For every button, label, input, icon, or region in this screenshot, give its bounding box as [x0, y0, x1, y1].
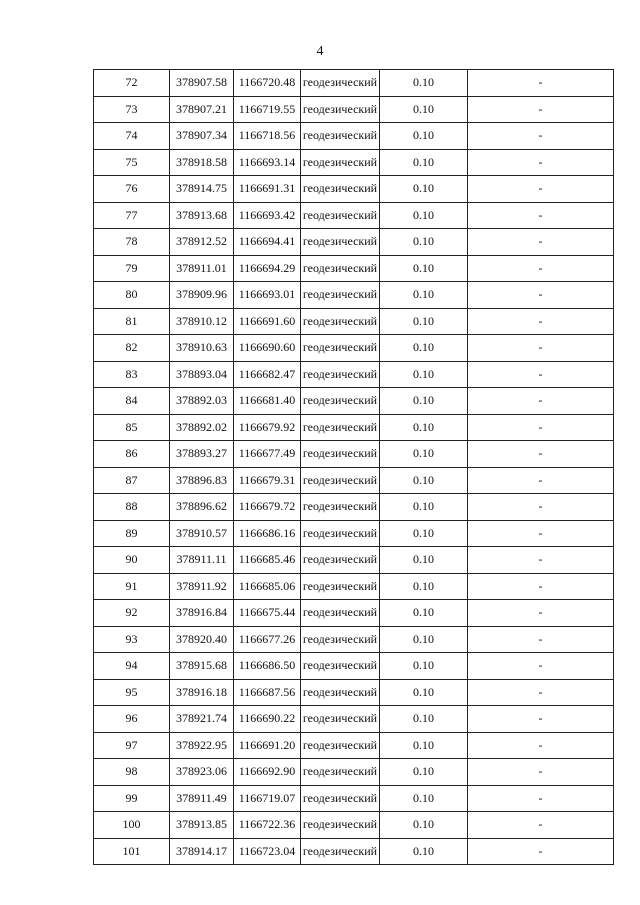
accuracy-cell: 0.10 — [380, 547, 468, 574]
table-row — [94, 653, 614, 680]
table-row — [94, 308, 614, 335]
table-row — [94, 600, 614, 627]
method-cell: геодезический — [301, 176, 380, 203]
accuracy-cell: 0.10 — [380, 812, 468, 839]
table-row — [94, 149, 614, 176]
method-cell: геодезический — [301, 653, 380, 680]
point-number-cell: 97 — [94, 732, 170, 759]
y-coordinate-cell: 1166693.14 — [234, 149, 301, 176]
accuracy-cell: 0.10 — [380, 335, 468, 362]
method-cell: геодезический — [301, 759, 380, 786]
x-coordinate-cell: 378892.02 — [170, 414, 234, 441]
accuracy-cell: 0.10 — [380, 229, 468, 256]
x-coordinate-cell: 378912.52 — [170, 229, 234, 256]
y-coordinate-cell: 1166690.22 — [234, 706, 301, 733]
method-cell: геодезический — [301, 732, 380, 759]
description-cell: - — [468, 255, 614, 282]
description-cell: - — [468, 176, 614, 203]
description-cell: - — [468, 70, 614, 97]
method-cell: геодезический — [301, 494, 380, 521]
table-row — [94, 785, 614, 812]
table-row — [94, 520, 614, 547]
method-cell: геодезический — [301, 255, 380, 282]
accuracy-cell: 0.10 — [380, 838, 468, 865]
description-cell: - — [468, 441, 614, 468]
method-cell: геодезический — [301, 123, 380, 150]
accuracy-cell: 0.10 — [380, 441, 468, 468]
y-coordinate-cell: 1166686.16 — [234, 520, 301, 547]
description-cell: - — [468, 388, 614, 415]
x-coordinate-cell: 378915.68 — [170, 653, 234, 680]
accuracy-cell: 0.10 — [380, 679, 468, 706]
table-row — [94, 414, 614, 441]
y-coordinate-cell: 1166682.47 — [234, 361, 301, 388]
x-coordinate-cell: 378907.21 — [170, 96, 234, 123]
method-cell: геодезический — [301, 96, 380, 123]
accuracy-cell: 0.10 — [380, 785, 468, 812]
point-number-cell: 72 — [94, 70, 170, 97]
accuracy-cell: 0.10 — [380, 70, 468, 97]
x-coordinate-cell: 378893.27 — [170, 441, 234, 468]
x-coordinate-cell: 378910.63 — [170, 335, 234, 362]
y-coordinate-cell: 1166677.49 — [234, 441, 301, 468]
method-cell: геодезический — [301, 679, 380, 706]
accuracy-cell: 0.10 — [380, 123, 468, 150]
description-cell: - — [468, 467, 614, 494]
y-coordinate-cell: 1166685.46 — [234, 547, 301, 574]
description-cell: - — [468, 414, 614, 441]
accuracy-cell: 0.10 — [380, 388, 468, 415]
point-number-cell: 85 — [94, 414, 170, 441]
x-coordinate-cell: 378918.58 — [170, 149, 234, 176]
x-coordinate-cell: 378893.04 — [170, 361, 234, 388]
table-row — [94, 96, 614, 123]
point-number-cell: 80 — [94, 282, 170, 309]
method-cell: геодезический — [301, 202, 380, 229]
method-cell: геодезический — [301, 812, 380, 839]
x-coordinate-cell: 378896.83 — [170, 467, 234, 494]
point-number-cell: 90 — [94, 547, 170, 574]
method-cell: геодезический — [301, 626, 380, 653]
x-coordinate-cell: 378910.57 — [170, 520, 234, 547]
accuracy-cell: 0.10 — [380, 149, 468, 176]
description-cell: - — [468, 547, 614, 574]
method-cell: геодезический — [301, 600, 380, 627]
accuracy-cell: 0.10 — [380, 600, 468, 627]
description-cell: - — [468, 679, 614, 706]
method-cell: геодезический — [301, 308, 380, 335]
method-cell: геодезический — [301, 361, 380, 388]
y-coordinate-cell: 1166691.20 — [234, 732, 301, 759]
coordinates-table — [93, 69, 614, 865]
method-cell: геодезический — [301, 335, 380, 362]
y-coordinate-cell: 1166718.56 — [234, 123, 301, 150]
method-cell: геодезический — [301, 785, 380, 812]
point-number-cell: 79 — [94, 255, 170, 282]
point-number-cell: 91 — [94, 573, 170, 600]
y-coordinate-cell: 1166719.55 — [234, 96, 301, 123]
y-coordinate-cell: 1166692.90 — [234, 759, 301, 786]
x-coordinate-cell: 378913.68 — [170, 202, 234, 229]
y-coordinate-cell: 1166679.92 — [234, 414, 301, 441]
description-cell: - — [468, 229, 614, 256]
y-coordinate-cell: 1166677.26 — [234, 626, 301, 653]
table-row — [94, 706, 614, 733]
description-cell: - — [468, 653, 614, 680]
x-coordinate-cell: 378907.58 — [170, 70, 234, 97]
table-row — [94, 812, 614, 839]
method-cell: геодезический — [301, 547, 380, 574]
description-cell: - — [468, 494, 614, 521]
table-row — [94, 335, 614, 362]
point-number-cell: 78 — [94, 229, 170, 256]
method-cell: геодезический — [301, 388, 380, 415]
description-cell: - — [468, 626, 614, 653]
table-row — [94, 388, 614, 415]
accuracy-cell: 0.10 — [380, 706, 468, 733]
y-coordinate-cell: 1166722.36 — [234, 812, 301, 839]
accuracy-cell: 0.10 — [380, 759, 468, 786]
table-row — [94, 70, 614, 97]
x-coordinate-cell: 378913.85 — [170, 812, 234, 839]
description-cell: - — [468, 308, 614, 335]
x-coordinate-cell: 378909.96 — [170, 282, 234, 309]
description-cell: - — [468, 573, 614, 600]
point-number-cell: 96 — [94, 706, 170, 733]
method-cell: геодезический — [301, 441, 380, 468]
x-coordinate-cell: 378914.17 — [170, 838, 234, 865]
point-number-cell: 95 — [94, 679, 170, 706]
table-row — [94, 202, 614, 229]
method-cell: геодезический — [301, 573, 380, 600]
method-cell: геодезический — [301, 149, 380, 176]
point-number-cell: 84 — [94, 388, 170, 415]
method-cell: геодезический — [301, 520, 380, 547]
description-cell: - — [468, 706, 614, 733]
point-number-cell: 77 — [94, 202, 170, 229]
method-cell: геодезический — [301, 467, 380, 494]
method-cell: геодезический — [301, 229, 380, 256]
method-cell: геодезический — [301, 838, 380, 865]
table-row — [94, 573, 614, 600]
y-coordinate-cell: 1166691.31 — [234, 176, 301, 203]
x-coordinate-cell: 378907.34 — [170, 123, 234, 150]
description-cell: - — [468, 520, 614, 547]
y-coordinate-cell: 1166694.29 — [234, 255, 301, 282]
point-number-cell: 101 — [94, 838, 170, 865]
description-cell: - — [468, 202, 614, 229]
accuracy-cell: 0.10 — [380, 96, 468, 123]
description-cell: - — [468, 149, 614, 176]
method-cell: геодезический — [301, 282, 380, 309]
point-number-cell: 99 — [94, 785, 170, 812]
table-row — [94, 361, 614, 388]
table-row — [94, 282, 614, 309]
description-cell: - — [468, 759, 614, 786]
table-row — [94, 123, 614, 150]
y-coordinate-cell: 1166691.60 — [234, 308, 301, 335]
table-row — [94, 176, 614, 203]
point-number-cell: 89 — [94, 520, 170, 547]
y-coordinate-cell: 1166679.72 — [234, 494, 301, 521]
point-number-cell: 81 — [94, 308, 170, 335]
y-coordinate-cell: 1166685.06 — [234, 573, 301, 600]
point-number-cell: 92 — [94, 600, 170, 627]
accuracy-cell: 0.10 — [380, 653, 468, 680]
table-row — [94, 732, 614, 759]
description-cell: - — [468, 282, 614, 309]
x-coordinate-cell: 378914.75 — [170, 176, 234, 203]
point-number-cell: 93 — [94, 626, 170, 653]
accuracy-cell: 0.10 — [380, 494, 468, 521]
x-coordinate-cell: 378911.92 — [170, 573, 234, 600]
table-row — [94, 838, 614, 865]
table-row — [94, 441, 614, 468]
description-cell: - — [468, 812, 614, 839]
y-coordinate-cell: 1166681.40 — [234, 388, 301, 415]
x-coordinate-cell: 378911.01 — [170, 255, 234, 282]
page-number: 4 — [316, 44, 324, 59]
y-coordinate-cell: 1166693.01 — [234, 282, 301, 309]
table-row — [94, 679, 614, 706]
description-cell: - — [468, 732, 614, 759]
point-number-cell: 74 — [94, 123, 170, 150]
description-cell: - — [468, 600, 614, 627]
accuracy-cell: 0.10 — [380, 467, 468, 494]
table-row — [94, 255, 614, 282]
coordinates-table-body — [94, 70, 614, 865]
y-coordinate-cell: 1166690.60 — [234, 335, 301, 362]
description-cell: - — [468, 335, 614, 362]
description-cell: - — [468, 361, 614, 388]
table-row — [94, 547, 614, 574]
method-cell: геодезический — [301, 414, 380, 441]
y-coordinate-cell: 1166719.07 — [234, 785, 301, 812]
accuracy-cell: 0.10 — [380, 202, 468, 229]
y-coordinate-cell: 1166687.56 — [234, 679, 301, 706]
x-coordinate-cell: 378916.84 — [170, 600, 234, 627]
accuracy-cell: 0.10 — [380, 308, 468, 335]
accuracy-cell: 0.10 — [380, 255, 468, 282]
description-cell: - — [468, 96, 614, 123]
description-cell: - — [468, 785, 614, 812]
accuracy-cell: 0.10 — [380, 732, 468, 759]
point-number-cell: 88 — [94, 494, 170, 521]
point-number-cell: 98 — [94, 759, 170, 786]
x-coordinate-cell: 378923.06 — [170, 759, 234, 786]
x-coordinate-cell: 378910.12 — [170, 308, 234, 335]
x-coordinate-cell: 378911.49 — [170, 785, 234, 812]
accuracy-cell: 0.10 — [380, 520, 468, 547]
x-coordinate-cell: 378896.62 — [170, 494, 234, 521]
point-number-cell: 76 — [94, 176, 170, 203]
accuracy-cell: 0.10 — [380, 361, 468, 388]
point-number-cell: 75 — [94, 149, 170, 176]
x-coordinate-cell: 378911.11 — [170, 547, 234, 574]
accuracy-cell: 0.10 — [380, 176, 468, 203]
x-coordinate-cell: 378920.40 — [170, 626, 234, 653]
method-cell: геодезический — [301, 70, 380, 97]
y-coordinate-cell: 1166720.48 — [234, 70, 301, 97]
table-row — [94, 229, 614, 256]
point-number-cell: 82 — [94, 335, 170, 362]
table-row — [94, 759, 614, 786]
description-cell: - — [468, 123, 614, 150]
y-coordinate-cell: 1166679.31 — [234, 467, 301, 494]
accuracy-cell: 0.10 — [380, 414, 468, 441]
point-number-cell: 73 — [94, 96, 170, 123]
table-row — [94, 626, 614, 653]
x-coordinate-cell: 378892.03 — [170, 388, 234, 415]
x-coordinate-cell: 378916.18 — [170, 679, 234, 706]
point-number-cell: 100 — [94, 812, 170, 839]
point-number-cell: 87 — [94, 467, 170, 494]
y-coordinate-cell: 1166686.50 — [234, 653, 301, 680]
description-cell: - — [468, 838, 614, 865]
point-number-cell: 94 — [94, 653, 170, 680]
table-row — [94, 494, 614, 521]
y-coordinate-cell: 1166723.04 — [234, 838, 301, 865]
method-cell: геодезический — [301, 706, 380, 733]
accuracy-cell: 0.10 — [380, 626, 468, 653]
point-number-cell: 86 — [94, 441, 170, 468]
y-coordinate-cell: 1166693.42 — [234, 202, 301, 229]
accuracy-cell: 0.10 — [380, 573, 468, 600]
y-coordinate-cell: 1166675.44 — [234, 600, 301, 627]
point-number-cell: 83 — [94, 361, 170, 388]
table-row — [94, 467, 614, 494]
x-coordinate-cell: 378922.95 — [170, 732, 234, 759]
accuracy-cell: 0.10 — [380, 282, 468, 309]
x-coordinate-cell: 378921.74 — [170, 706, 234, 733]
y-coordinate-cell: 1166694.41 — [234, 229, 301, 256]
